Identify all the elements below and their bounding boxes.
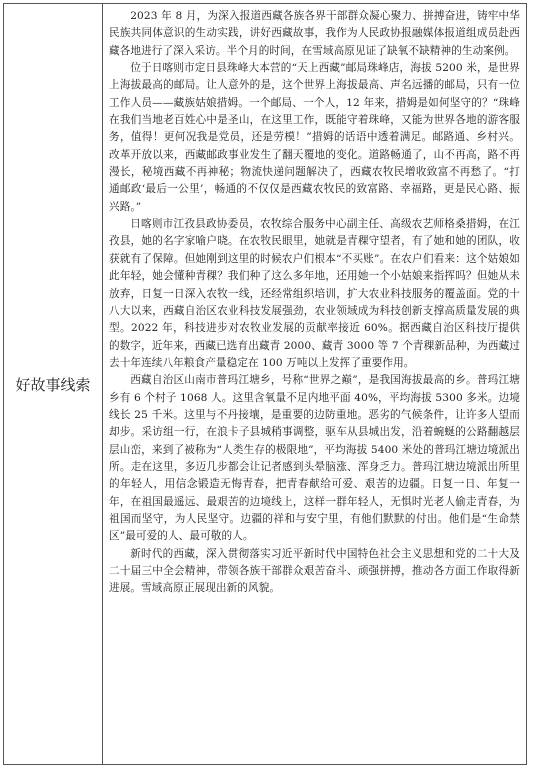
paragraph-intro: 2023 年 8 月，为深入报道西藏各族各界干部群众凝心聚力、拼搏奋进，铸牢中华民族共同体意识的生动实践，讲好西藏故事，我作为人民政协报融媒体报道组成员赴西藏各地进行了深入采访。半个月的时间，在雪域高原见证了缺氧不缺精神的生动案例。 bbox=[109, 10, 520, 57]
label-cell bbox=[4, 4, 103, 764]
row-label: 好故事线索 bbox=[15, 375, 91, 394]
paragraph-border-station: 西藏自治区山南市普玛江塘乡，号称“世界之巅”，是我国海拔最高的乡。普玛江塘乡有 6 个村子 1068 人。这里含氧量不足内地平面 40%，平均海拔 5300 多米。边境线长 25 千米。这里与不丹接壤，是重要的边防重地。恶劣的气候条件，让许多人望而却步。采访组一行，在浪卡子县城稍事调整，驱车从县城出发，沿着蜿蜒的公路翻越层层山峦，来到了被称为“人类生存的极限地”，平均海拔 5400 米处的普玛江塘边境派出所。走在这里，多迈几步都会让记者感到头晕脑涨、浑身乏力。普玛江塘边境派出所里的年轻人，用信念锻造无悔青春，把青春献给可爱、艰苦的边疆。日复一日、年复一年，在祖国最遥远、最艰苦的边境线上，这样一群年轻人，无惧时光老人偷走青春，为祖国而坚守，为人民坚守。边疆的祥和与安宁里，有他们默默的付出。他们是“生命禁区”最可爱的人、最可敬的人。 bbox=[109, 374, 520, 543]
content-cell bbox=[103, 4, 526, 764]
paragraph-post-office: 位于日喀则市定日县珠峰大本营的“天上西藏”邮局珠峰店，海拔 5200 米，是世界上海拔最高的邮局。让人意外的是，这个世界上海拔最高、声名远播的邮局，只有一位工作人员——藏族姑娘措姆。一个邮局、一个人，12 年来，措姆是如何坚守的？“珠峰在我们当地老百姓心中是圣山，在这里工作，既能守着珠峰，又能为世界各地的游客服务，值得！更何况我是党员，还是劳模！”措姆的话语中透着满足。邮路通、乡村兴。改革开放以来，西藏邮政事业发生了翻天覆地的变化。道路畅通了，山不再高，路不再漫长，秘境西藏不再神秘；物流快递问题解决了，西藏农牧民增收致富不再愁了。“打通邮政‘最后一公里’，畅通的不仅仅是西藏农牧民的致富路、幸福路，更是民心路、振兴路。” bbox=[109, 62, 520, 213]
paragraph-highland-barley: 日喀则市江孜县政协委员，农牧综合服务中心副主任、高级农艺师格桑措姆，在江孜县，她的名字家喻户晓。在农牧民眼里，她就是青稞守望者，有了她和她的团队，收获就有了保障。但她刚到这里的时候农户们根本“不买账”。在农户们看来：这个姑娘如此年轻，她会懂种青稞？我们种了这么多年地，还用她一个小姑娘来指挥吗？但她从未放弃，日复一日深入农牧一线，还经常组织培训，扩大农业科技服务的覆盖面。党的十八大以来，西藏自治区农业科技发展强劲，农业领域成为科技创新支撑高质量发展的典型。2022 年，科技进步对农牧业发展的贡献率接近 60%。据西藏自治区科技厅提供的数字，近年来，西藏已选育出藏青 2000、藏青 3000 等 7 个青稞新品种，为西藏过去十年连续八年粮食产量稳定在 100 万吨以上发挥了重要作用。 bbox=[109, 218, 520, 369]
story-clue-table bbox=[3, 3, 527, 765]
paragraph-conclusion: 新时代的西藏，深入贯彻落实习近平新时代中国特色社会主义思想和党的二十大及二十届三中全会精神，带领各族干部群众艰苦奋斗、顽强拼搏，推动各方面工作取得新进展。雪域高原正展现出新的风貌。 bbox=[109, 547, 520, 595]
